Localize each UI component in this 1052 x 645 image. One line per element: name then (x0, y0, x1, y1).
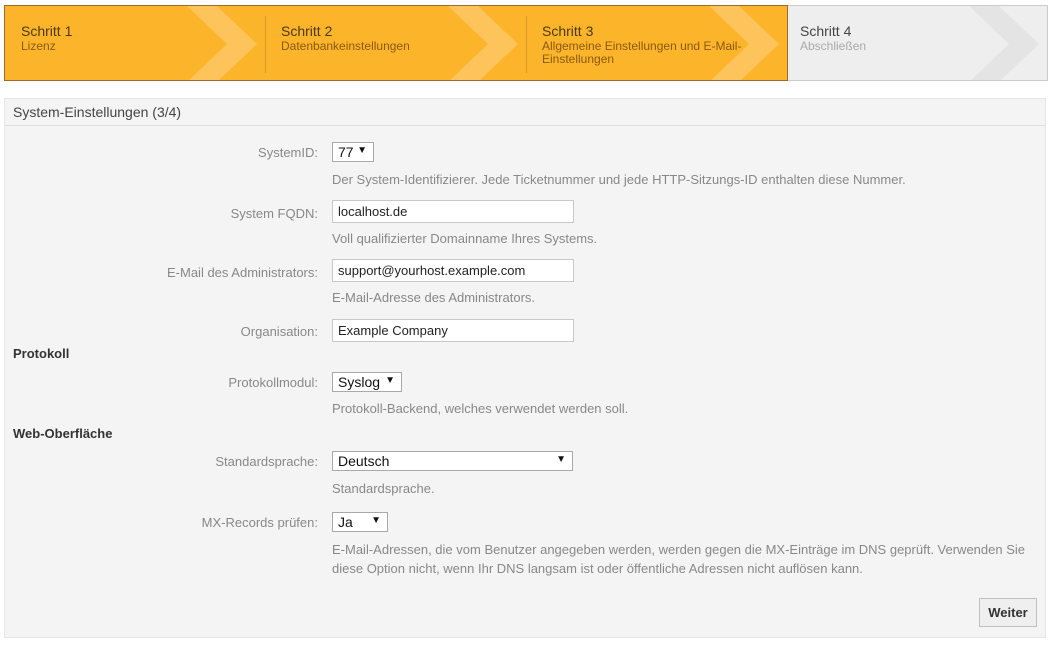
logging-section-heading: Protokoll (13, 346, 70, 361)
log-module-label: Protokollmodul: (228, 375, 318, 390)
language-value: Deutsch (338, 453, 390, 469)
step-divider (526, 16, 527, 73)
mx-check-label: MX-Records prüfen: (201, 515, 318, 530)
dropdown-arrow-icon: ▼ (556, 454, 566, 465)
dropdown-arrow-icon: ▼ (371, 515, 381, 526)
system-id-description: Der System-Identifizierer. Jede Ticketnummer und jede HTTP-Sitzungs-ID enthalten diese Nummer. (332, 172, 906, 187)
language-label: Standardsprache: (215, 454, 318, 469)
step-subtitle: Abschließen (800, 39, 867, 53)
step-title: Schritt 2 (281, 23, 333, 39)
mx-check-description: E-Mail-Adressen, die vom Benutzer angegeben werden, werden gegen die MX-Einträge im DNS geprüft. Verwenden Sie diese Option nicht, wenn Ihr DNS langsam ist oder öffentliche Adressen nicht auflösen kann. (332, 542, 1025, 576)
language-description: Standardsprache. (332, 481, 435, 496)
organisation-label: Organisation: (240, 324, 318, 339)
log-module-value: Syslog (338, 374, 381, 390)
language-select[interactable] (332, 451, 573, 471)
step-subtitle: Allgemeine Einstellungen und E-Mail-Einstellungen (542, 39, 742, 66)
wizard-step-3 (526, 5, 788, 81)
wizard-steps (4, 5, 1048, 83)
step-subtitle: Datenbankeinstellungen (281, 39, 410, 53)
step-title: Schritt 3 (542, 23, 594, 39)
fqdn-description: Voll qualifizierter Domainname Ihres Systems. (332, 231, 598, 246)
step-title: Schritt 1 (21, 23, 73, 39)
wizard-step-1 (4, 5, 265, 81)
dropdown-arrow-icon: ▼ (357, 145, 367, 156)
admin-email-label: E-Mail des Administrators: (167, 265, 318, 280)
admin-email-input[interactable]: support@yourhost.example.com (332, 259, 574, 282)
log-module-description: Protokoll-Backend, welches verwendet werden soll. (332, 401, 629, 416)
system-id-select[interactable] (332, 142, 374, 162)
dropdown-arrow-icon: ▼ (385, 375, 395, 386)
wizard-step-4 (788, 5, 1048, 81)
admin-email-description: E-Mail-Adresse des Administrators. (332, 290, 536, 305)
mx-check-select[interactable] (332, 512, 388, 532)
web-section-heading: Web-Oberfläche (13, 426, 113, 441)
step-title: Schritt 4 (800, 23, 852, 39)
next-button[interactable]: Weiter (979, 598, 1037, 627)
fqdn-label: System FQDN: (230, 206, 318, 221)
log-module-select[interactable] (332, 372, 402, 392)
step-divider (265, 16, 266, 73)
wizard-step-2 (265, 5, 526, 81)
system-id-label: SystemID: (258, 145, 318, 160)
system-settings-panel (4, 98, 1046, 638)
mx-check-value: Ja (338, 514, 353, 530)
fqdn-input[interactable]: localhost.de (332, 200, 574, 223)
organisation-input[interactable]: Example Company (332, 319, 574, 342)
step-subtitle: Lizenz (21, 39, 56, 53)
panel-title: System-Einstellungen (3/4) (5, 99, 1045, 126)
system-id-value: 77 (338, 144, 354, 160)
